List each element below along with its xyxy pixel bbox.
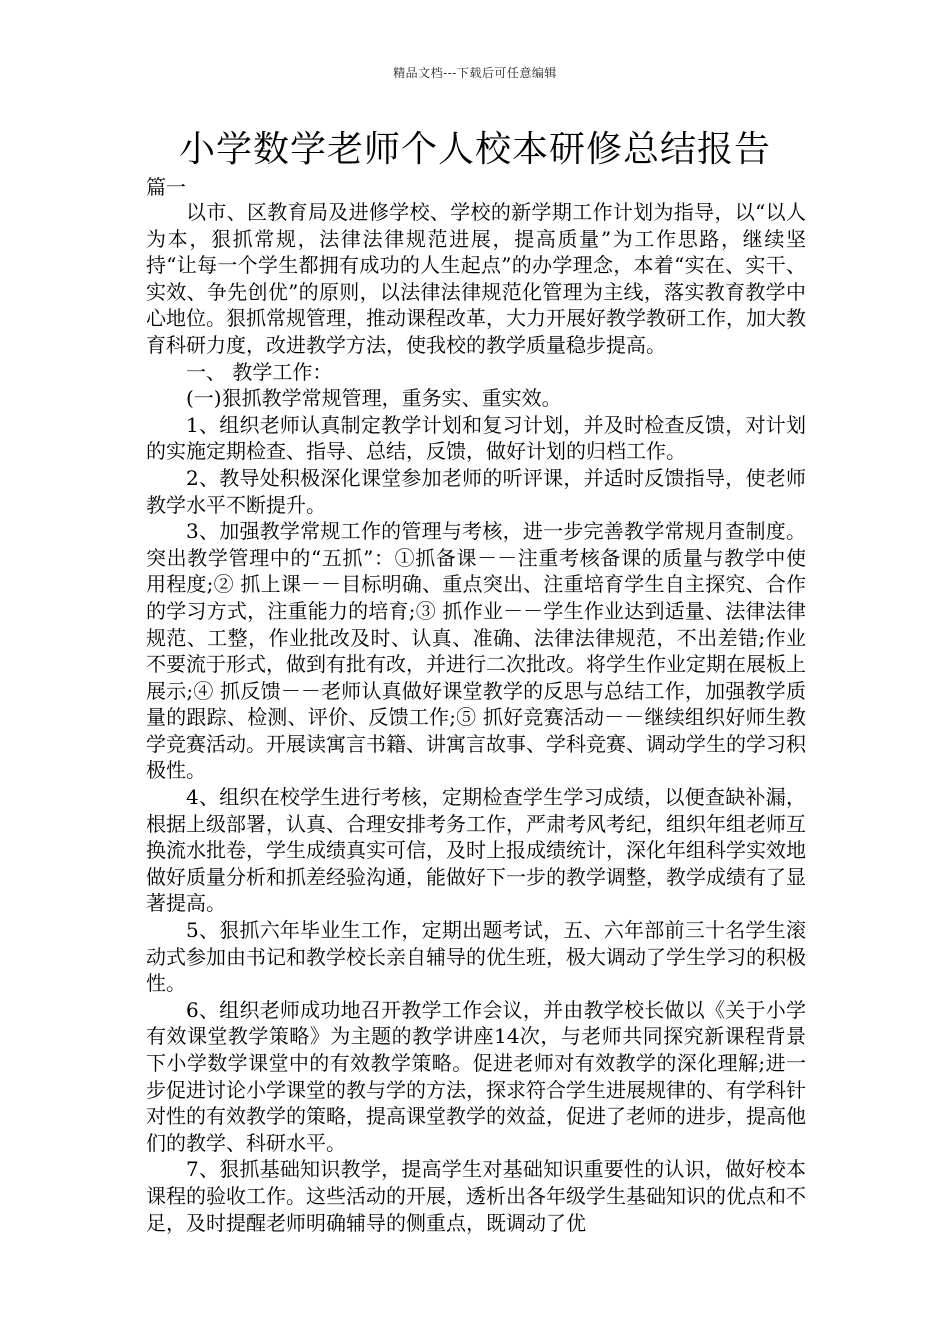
heading-teaching-work: 一、 教学工作： — [186, 359, 333, 384]
document-title: 小学数学老师个人校本研修总结报告 — [178, 129, 771, 170]
subheading-routine-management: (一)狠抓教学常规管理，重务实、重实效。 — [186, 386, 562, 411]
document-body — [146, 199, 806, 1236]
paragraph-item-4: 4、组织在校学生进行考核，定期检查学生学习成绩，以便查缺补漏，根据上级部署，认真、合理安排考务工作，严肃考风考纪，组织年组老师互换流水批卷，学生成绩真实可信，及时上报成绩统计，深化年组科学实效地做好质量分析和抓差经验沟通，能做好下一步的教学调整，教学成绩有了显著提高。 — [146, 785, 806, 916]
paragraph-item-7: 7、狠抓基础知识教学，提高学生对基础知识重要性的认识，做好校本课程的验收工作。这些活动的开展，透析出各年级学生基础知识的优点和不足，及时提醒老师明确辅导的侧重点，既调动了优 — [146, 1157, 806, 1235]
section-label: 篇一 — [146, 175, 186, 199]
paragraph-item-3: 3、加强教学常规工作的管理与考核，进一步完善教学常规月查制度。突出教学管理中的“五抓”：①抓备课－－注重考核备课的质量与教学中使用程度;② 抓上课－－目标明确、重点突出、注重培育学生自主探究、合作的学习方式，注重能力的培育;③ 抓作业－－学生作业达到适量、法律法律规范、工整，作业批改及时、认真、准确、法律法律规范，不出差错;作业不要流于形式，做到有批有改，并进行二次批改。将学生作业定期在展板上展示;④ 抓反馈－－老师认真做好课堂教学的反思与总结工作，加强教学质量的跟踪、检测、评价、反馈工作;⑤ 抓好竞赛活动－－继续组织好师生教学竞赛活动。开展读寓言书籍、讲寓言故事、学科竞赛、调动学生的学习积极性。 — [146, 519, 806, 783]
paragraph-intro: 以市、区教育局及进修学校、学校的新学期工作计划为指导，以“以人为本，狠抓常规，法律法律规范进展，提高质量”为工作思路，继续坚持“让每一个学生都拥有成功的人生起点”的办学理念，本着“实在、实干、实效、争先创优”的原则，以法律法律规范化管理为主线，落实教育教学中心地位。狠抓常规管理，推动课程改革，大力开展好教学教研工作，加大教育科研力度，改进教学方法，使我校的教学质量稳步提高。 — [146, 200, 806, 357]
header-note: 精品文档---下载后可任意编辑 — [393, 66, 557, 80]
paragraph-item-6: 6、组织老师成功地召开教学工作会议，并由教学校长做以《关于小学有效课堂教学策略》为主题的教学讲座14次，与老师共同探究新课程背景下小学数学课堂中的有效教学策略。促进老师对有效教学的深化理解;进一步促进讨论小学课堂的教与学的方法，探求符合学生进展规律的、有学科针对性的有效教学的策略，提高课堂教学的效益，促进了老师的进步，提高他们的教学、科研水平。 — [146, 997, 806, 1155]
paragraph-item-1: 1、组织老师认真制定教学计划和复习计划，并及时检查反馈，对计划的实施定期检查、指导、总结，反馈，做好计划的归档工作。 — [146, 412, 806, 464]
paragraph-item-5: 5、狠抓六年毕业生工作，定期出题考试，五、六年部前三十名学生滚动式参加由书记和教学校长亲自辅导的优生班，极大调动了学生学习的积极性。 — [146, 918, 806, 996]
paragraph-item-2: 2、教导处积极深化课堂参加老师的听评课，并适时反馈指导，使老师教学水平不断提升。 — [146, 465, 806, 517]
